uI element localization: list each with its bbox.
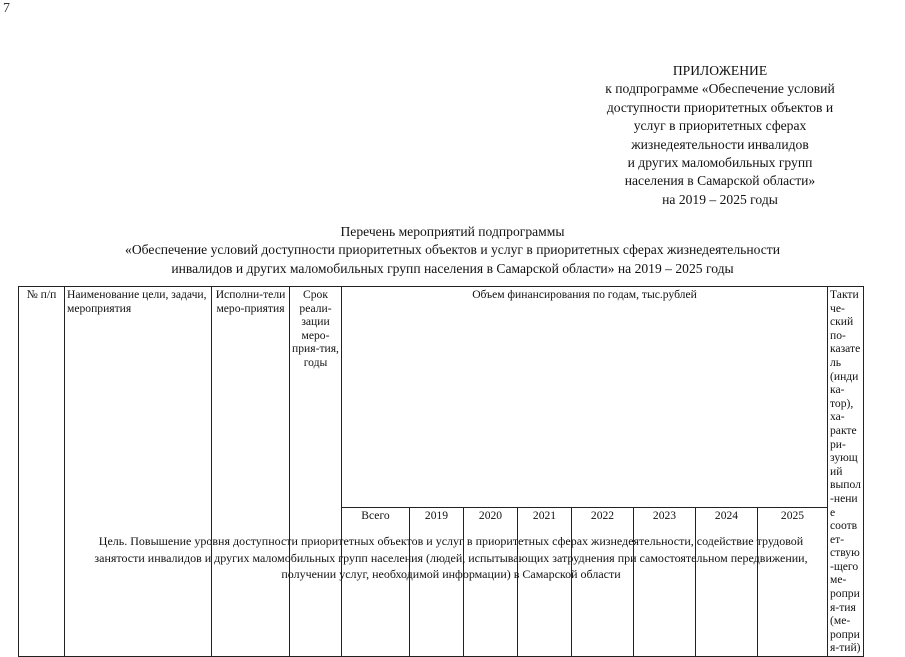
corner-mark: 7 bbox=[3, 1, 10, 16]
header-indicator: Тактиче-ский по-казатель (индика-тор), ха-рактери-зующий выпол-нение соответ-ствую-щего ме-роприя-тия (ме-роприя-тий) bbox=[828, 287, 864, 657]
header-year-2021: 2021 bbox=[518, 508, 572, 657]
list-title-line: «Обеспечение условий доступности приоритетных объектов и услуг в приоритетных сферах жизнедеятельности bbox=[125, 242, 780, 258]
header-deadline: Срок реали-зации меро-прия-тия, годы bbox=[290, 287, 342, 657]
header-year-2024: 2024 bbox=[696, 508, 758, 657]
appendix-line: на 2019 – 2025 годы bbox=[662, 191, 778, 207]
appendix-title: ПРИЛОЖЕНИЕ bbox=[672, 63, 768, 78]
goal-statement bbox=[40, 533, 862, 583]
goal-line: занятости инвалидов и других маломобильных групп населения (людей, испытывающих затруднения при самостоятельном передвижении, bbox=[94, 550, 808, 565]
header-name: Наименование цели, задачи, мероприятия bbox=[65, 287, 212, 657]
header-year-2020: 2020 bbox=[464, 508, 518, 657]
header-funding: Объем финансирования по годам, тыс.рублей bbox=[342, 287, 828, 508]
goal-line: Цель. Повышение уровня доступности приоритетных объектов и услуг в приоритетных сферах жизнедеятельности, содействие трудовой bbox=[98, 534, 804, 548]
header-number: № п/п bbox=[19, 287, 65, 657]
list-title-line: Перечень мероприятий подпрограммы bbox=[340, 224, 565, 239]
appendix-line: и других маломобильных групп bbox=[627, 155, 813, 171]
appendix-line: доступности приоритетных объектов и bbox=[606, 99, 834, 115]
header-total: Всего bbox=[342, 508, 410, 657]
header-year-2022: 2022 bbox=[572, 508, 634, 657]
activities-table bbox=[18, 286, 864, 657]
appendix-line: населения в Самарской области» bbox=[624, 173, 816, 189]
header-year-2019: 2019 bbox=[410, 508, 464, 657]
goal-line: получении услуг, необходимой информации) в Самарской области bbox=[281, 567, 621, 581]
appendix-line: жизнедеятельности инвалидов bbox=[631, 136, 809, 152]
appendix-line: услуг в приоритетных сферах bbox=[633, 118, 807, 134]
header-year-2025: 2025 bbox=[758, 508, 828, 657]
header-year-2023: 2023 bbox=[634, 508, 696, 657]
header-executors: Исполни-тели меро-приятия bbox=[212, 287, 290, 657]
list-title bbox=[0, 223, 905, 278]
appendix-line: к подпрограмме «Обеспечение условий bbox=[605, 81, 835, 97]
list-title-line: инвалидов и других маломобильных групп населения в Самарской области» на 2019 – 2025 годы bbox=[171, 260, 734, 276]
appendix-header bbox=[575, 62, 865, 209]
